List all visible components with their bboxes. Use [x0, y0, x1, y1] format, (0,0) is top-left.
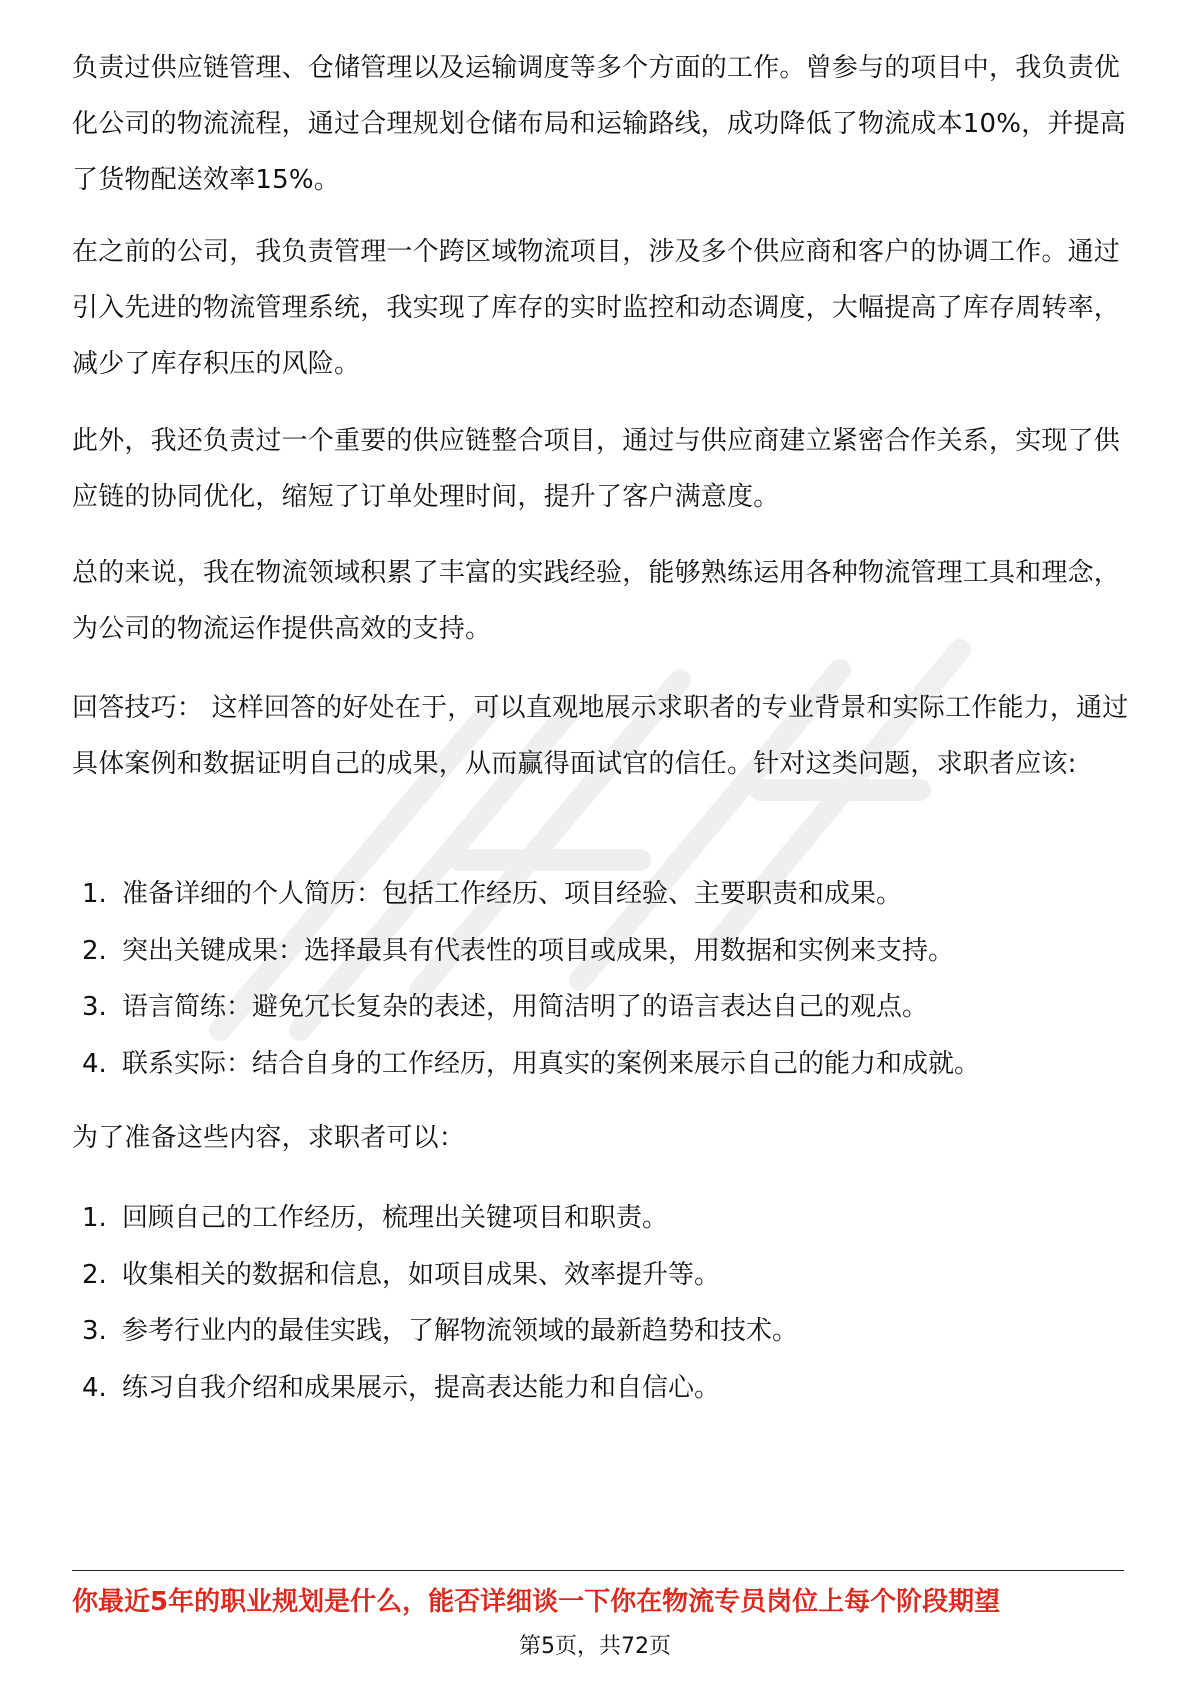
preparation-list	[82, 1190, 1132, 1416]
list-number: 2.	[82, 935, 107, 966]
list-number: 3.	[82, 1316, 107, 1346]
list-text: 联系实际：结合自身的工作经历，用真实的案例来展示自己的能力和成就。	[122, 1048, 981, 1079]
paragraph-experience: 负责过供应链管理、仓储管理以及运输调度等多个方面的工作。曾参与的项目中，我负责优化公司的物流流程，通过合理规划仓储布局和运输路线，成功降低了物流成本10%，并提高了货物配送效率15%。	[72, 53, 1126, 195]
list-item	[82, 1190, 1132, 1247]
list-item	[82, 1036, 1132, 1093]
list-number: 1.	[82, 879, 107, 909]
paragraph-answer-tips: 回答技巧： 这样回答的好处在于，可以直观地展示求职者的专业背景和实际工作能力，通过具体案例和数据证明自己的成果，从而赢得面试官的信任。针对这类问题，求职者应该:	[72, 693, 1129, 779]
list-text: 收集相关的数据和信息，如项目成果、效率提升等。	[122, 1259, 721, 1290]
paragraph-cross-region-project: 在之前的公司，我负责管理一个跨区域物流项目，涉及多个供应商和客户的协调工作。通过引入先进的物流管理系统，我实现了库存的实时监控和动态调度，大幅提高了库存周转率，减少了库存积压的风险。	[72, 237, 1121, 379]
list-text: 回顾自己的工作经历，梳理出关键项目和职责。	[122, 1203, 669, 1233]
list-item	[82, 1303, 1132, 1360]
list-number: 1.	[82, 1203, 107, 1233]
list-item	[82, 866, 1132, 923]
next-question-heading: 你最近5年的职业规划是什么，能否详细谈一下你在物流专员岗位上每个阶段期望	[72, 1587, 1001, 1617]
list-item	[82, 1360, 1132, 1417]
paragraph-supply-chain-integration: 此外，我还负责过一个重要的供应链整合项目，通过与供应商建立紧密合作关系，实现了供应链的协同优化，缩短了订单处理时间，提升了客户满意度。	[72, 426, 1121, 512]
list-item	[82, 923, 1132, 980]
footer-divider	[72, 1570, 1124, 1571]
list-text: 参考行业内的最佳实践，了解物流领域的最新趋势和技术。	[122, 1316, 799, 1346]
paragraph-summary: 总的来说，我在物流领域积累了丰富的实践经验，能够熟练运用各种物流管理工具和理念，为公司的物流运作提供高效的支持。	[72, 558, 1121, 644]
list-number: 4.	[82, 1372, 107, 1403]
list-text: 练习自我介绍和成果展示，提高表达能力和自信心。	[122, 1372, 721, 1403]
page-number: 第5页，共72页	[519, 1634, 671, 1659]
tips-list	[82, 866, 1132, 1092]
list-number: 4.	[82, 1048, 107, 1079]
list-text: 准备详细的个人简历：包括工作经历、项目经验、主要职责和成果。	[122, 879, 903, 909]
list-number: 3.	[82, 992, 107, 1022]
paragraph-preparation-intro: 为了准备这些内容，求职者可以：	[72, 1123, 466, 1153]
list-number: 2.	[82, 1259, 107, 1290]
list-text: 语言简练：避免冗长复杂的表述，用简洁明了的语言表达自己的观点。	[122, 992, 929, 1022]
list-item	[82, 979, 1132, 1036]
list-item	[82, 1247, 1132, 1304]
list-text: 突出关键成果：选择最具有代表性的项目或成果，用数据和实例来支持。	[122, 935, 955, 966]
